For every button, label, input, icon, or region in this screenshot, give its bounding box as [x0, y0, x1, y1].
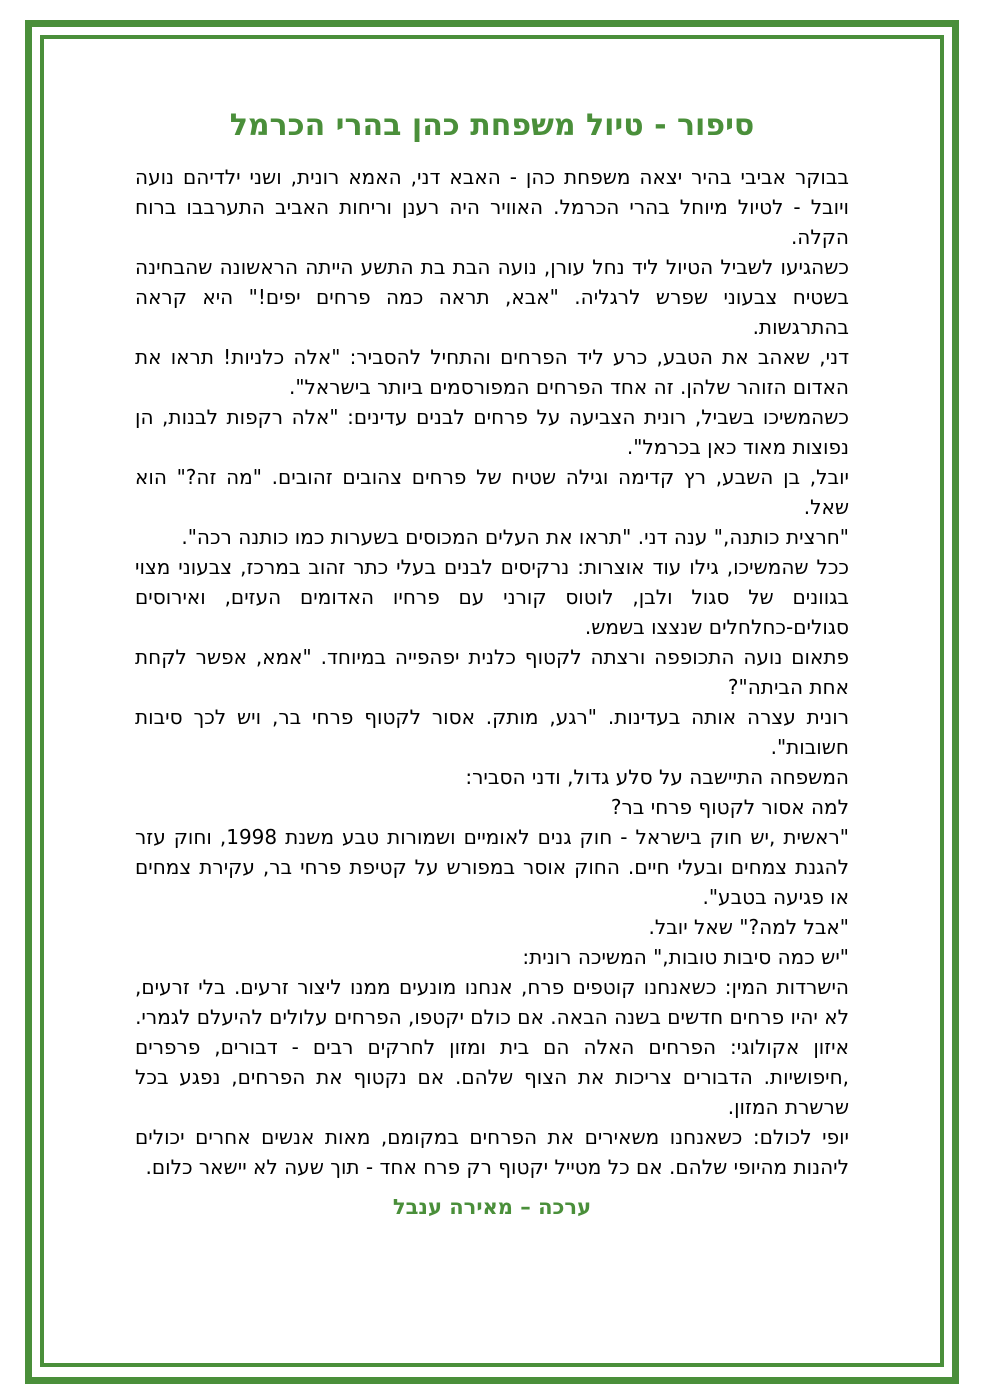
story-paragraph: "אבל למה?" שאל יובל. [648, 915, 849, 939]
story-title: סיפור - טיול משפחת כהן בהרי הכרמל [229, 108, 755, 143]
story-paragraph: יובל, בן השבע, רץ קדימה וגילה שטיח של פרחים צהובים זהובים. "מה זה?" הוא שאל. [135, 465, 849, 519]
reason-ecological-balance: איזון אקולוגי: הפרחים האלה הם בית ומזון לחרקים רבים - דבורים, פרפרים ,חיפושיות. הדבורים צריכות את הצוף שלהם. אם נקטוף את הפרחים, נפגע בכל שרשרת המזון. [135, 1035, 849, 1119]
story-document [135, 100, 849, 1222]
story-body [135, 162, 849, 1182]
story-paragraph: פתאום נועה התכופפה ורצתה לקטוף כלנית יפהפייה במיוחד. "אמא, אפשר לקחת אחת הביתה"? [135, 645, 849, 699]
story-paragraph: "יש כמה סיבות טובות," המשיכה רונית: [522, 945, 849, 969]
editor-credit: ערכה – מאירה ענבל [392, 1195, 592, 1219]
story-paragraph: כשהגיעו לשביל הטיול ליד נחל עורן, נועה הבת בת התשע הייתה הראשונה שהבחינה בשטיח צבעוני שפרש לרגליה. "אבא, תראה כמה פרחים יפים!" היא קראה בהתרגשות. [135, 255, 849, 339]
story-paragraph: כשהמשיכו בשביל, רונית הצביעה על פרחים לבנים עדינים: "אלה רקפות לבנות, הן נפוצות מאוד כאן בכרמל". [135, 405, 849, 459]
story-paragraph: "ראשית ,יש חוק בישראל - חוק גנים לאומיים ושמורות טבע משנת 1998, וחוק עזר להגנת צמחים ובעלי חיים. החוק אוסר במפורש על קטיפת פרחי בר, עקירת צמחים או פגיעה בטבע". [135, 825, 850, 909]
story-paragraph: "חרצית כותנה," ענה דני. "תראו את העלים המכוסים בשערות כמו כותנה רכה". [181, 525, 849, 549]
story-paragraph: דני, שאהב את הטבע, כרע ליד הפרחים והתחיל להסביר: "אלה כלניות! תראו את האדום הזוהר שלהן. זה אחד הפרחים המפורסמים ביותר בישראל". [135, 345, 849, 399]
reason-beauty-for-all: יופי לכולם: כשאנחנו משאירים את הפרחים במקומם, מאות אנשים אחרים יכולים ליהנות מהיופי שלהם. אם כל מטייל יקטוף רק פרח אחד - תוך שעה לא יישאר כלום. [135, 1125, 849, 1179]
story-paragraph: המשפחה התיישבה על סלע גדול, ודני הסביר: [465, 765, 849, 789]
story-paragraph: בבוקר אביבי בהיר יצאה משפחת כהן - האבא דני, האמא רונית, ושני ילדיהם נועה ויובל - לטיול מיוחל בהרי הכרמל. האוויר היה רענן וריחות האביב התערבבו ברוח הקלה. [135, 165, 849, 249]
reason-species-survival: הישרדות המין: כשאנחנו קוטפים פרח, אנחנו מונעים ממנו ליצור זרעים. בלי זרעים, לא יהיו פרחים חדשים בשנה הבאה. אם כולם יקטפו, הפרחים עלולים להיעלם לגמרי. [135, 975, 849, 1029]
story-paragraph: ככל שהמשיכו, גילו עוד אוצרות: נרקיסים לבנים בעלי כתר זהוב במרכז, צבעוני מצוי בגוונים של סגול ולבן, לוטוס קורני עם פרחיו האדומים העזים, ואירוסים סגולים-כחלחלים שנצצו בשמש. [135, 555, 849, 639]
story-question: למה אסור לקטוף פרחי בר? [610, 795, 849, 819]
story-paragraph: רונית עצרה אותה בעדינות. "רגע, מותק. אסור לקטוף פרחי בר, ויש לכך סיבות חשובות". [135, 705, 849, 759]
